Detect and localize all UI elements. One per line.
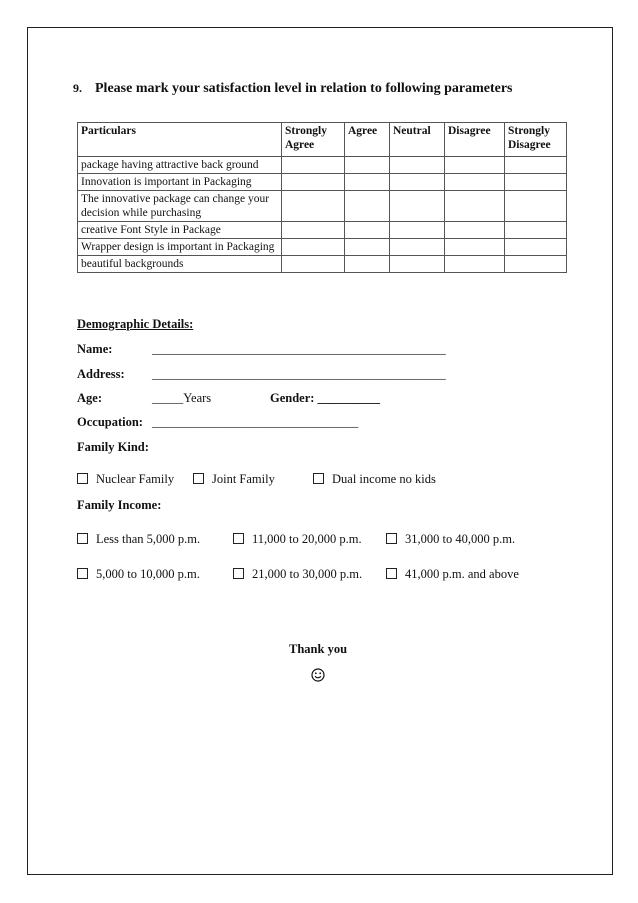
checkbox-icon[interactable] (77, 473, 88, 484)
rating-cell[interactable] (505, 222, 567, 239)
option-dual-income[interactable] (313, 472, 436, 487)
rating-cell[interactable] (445, 191, 505, 222)
header-strongly-disagree: Strongly Disagree (505, 123, 567, 157)
rating-cell[interactable] (505, 157, 567, 174)
row-label: The innovative package can change your decision while purchasing (78, 191, 282, 222)
age-label: Age: (77, 391, 102, 405)
satisfaction-table (77, 122, 567, 273)
rating-cell[interactable] (505, 191, 567, 222)
rating-cell[interactable] (345, 157, 390, 174)
table-row (78, 157, 567, 174)
option-income-6[interactable] (386, 567, 519, 582)
checkbox-icon[interactable] (77, 568, 88, 579)
header-particulars: Particulars (78, 123, 282, 157)
checkbox-icon[interactable] (386, 533, 397, 544)
table-row (78, 239, 567, 256)
rating-cell[interactable] (282, 256, 345, 273)
table-row (78, 174, 567, 191)
option-income-4[interactable] (77, 567, 200, 582)
row-label: Innovation is important in Packaging (78, 174, 282, 191)
row-label: creative Font Style in Package (78, 222, 282, 239)
rating-cell[interactable] (445, 222, 505, 239)
rating-cell[interactable] (282, 157, 345, 174)
option-label: 21,000 to 30,000 p.m. (252, 567, 363, 581)
gender-field[interactable]: Gender: __________ (270, 391, 381, 405)
rating-cell[interactable] (505, 174, 567, 191)
rating-cell[interactable] (390, 174, 445, 191)
option-label: 31,000 to 40,000 p.m. (405, 532, 516, 546)
row-label: Wrapper design is important in Packaging (78, 239, 282, 256)
smiley-icon (311, 668, 325, 682)
address-label: Address: (77, 367, 125, 381)
option-label: 11,000 to 20,000 p.m. (252, 532, 362, 546)
thank-you-text: Thank you (289, 642, 348, 656)
rating-cell[interactable] (445, 157, 505, 174)
checkbox-icon[interactable] (233, 568, 244, 579)
option-label: 41,000 p.m. and above (405, 567, 519, 581)
option-label: Nuclear Family (96, 472, 175, 486)
rating-cell[interactable] (390, 157, 445, 174)
address-field[interactable]: _______________________________________________ (152, 367, 446, 381)
table-header-row (78, 123, 567, 157)
table-row (78, 256, 567, 273)
rating-cell[interactable] (282, 239, 345, 256)
name-field[interactable]: _______________________________________________ (152, 342, 446, 356)
option-joint-family[interactable] (193, 472, 275, 487)
option-nuclear-family[interactable] (77, 472, 174, 487)
rating-cell[interactable] (505, 239, 567, 256)
rating-cell[interactable] (505, 256, 567, 273)
rating-cell[interactable] (345, 222, 390, 239)
checkbox-icon[interactable] (77, 533, 88, 544)
option-label: 5,000 to 10,000 p.m. (96, 567, 200, 581)
question-title (73, 79, 515, 98)
option-label: Less than 5,000 p.m. (96, 532, 201, 546)
rating-cell[interactable] (390, 191, 445, 222)
name-label: Name: (77, 342, 113, 356)
option-income-1[interactable] (77, 532, 200, 547)
question-text: Please mark your satisfaction level in relation to following parameters (95, 81, 513, 96)
demographic-heading: Demographic Details: (77, 317, 194, 331)
family-kind-heading: Family Kind: (77, 440, 149, 454)
rating-cell[interactable] (345, 174, 390, 191)
checkbox-icon[interactable] (193, 473, 204, 484)
option-income-5[interactable] (233, 567, 362, 582)
header-disagree: Disagree (445, 123, 505, 157)
row-label: beautiful backgrounds (78, 256, 282, 273)
rating-cell[interactable] (345, 191, 390, 222)
option-income-2[interactable] (233, 532, 362, 547)
occupation-label: Occupation: (77, 415, 143, 429)
question-number: 9. (73, 81, 82, 95)
rating-cell[interactable] (390, 222, 445, 239)
rating-cell[interactable] (445, 239, 505, 256)
header-neutral: Neutral (390, 123, 445, 157)
family-income-heading: Family Income: (77, 498, 162, 512)
checkbox-icon[interactable] (313, 473, 324, 484)
rating-cell[interactable] (282, 174, 345, 191)
row-label: package having attractive back ground (78, 157, 282, 174)
rating-cell[interactable] (282, 191, 345, 222)
rating-cell[interactable] (345, 256, 390, 273)
header-strongly-agree: Strongly Agree (282, 123, 345, 157)
age-field[interactable]: _____Years (152, 391, 212, 405)
occupation-field[interactable]: _________________________________ (152, 415, 359, 429)
rating-cell[interactable] (345, 239, 390, 256)
rating-cell[interactable] (390, 256, 445, 273)
rating-cell[interactable] (445, 174, 505, 191)
option-label: Dual income no kids (332, 472, 436, 486)
option-label: Joint Family (212, 472, 275, 486)
table-row (78, 222, 567, 239)
checkbox-icon[interactable] (233, 533, 244, 544)
rating-cell[interactable] (282, 222, 345, 239)
rating-cell[interactable] (390, 239, 445, 256)
header-agree: Agree (345, 123, 390, 157)
checkbox-icon[interactable] (386, 568, 397, 579)
option-income-3[interactable] (386, 532, 515, 547)
rating-cell[interactable] (445, 256, 505, 273)
table-row (78, 191, 567, 222)
